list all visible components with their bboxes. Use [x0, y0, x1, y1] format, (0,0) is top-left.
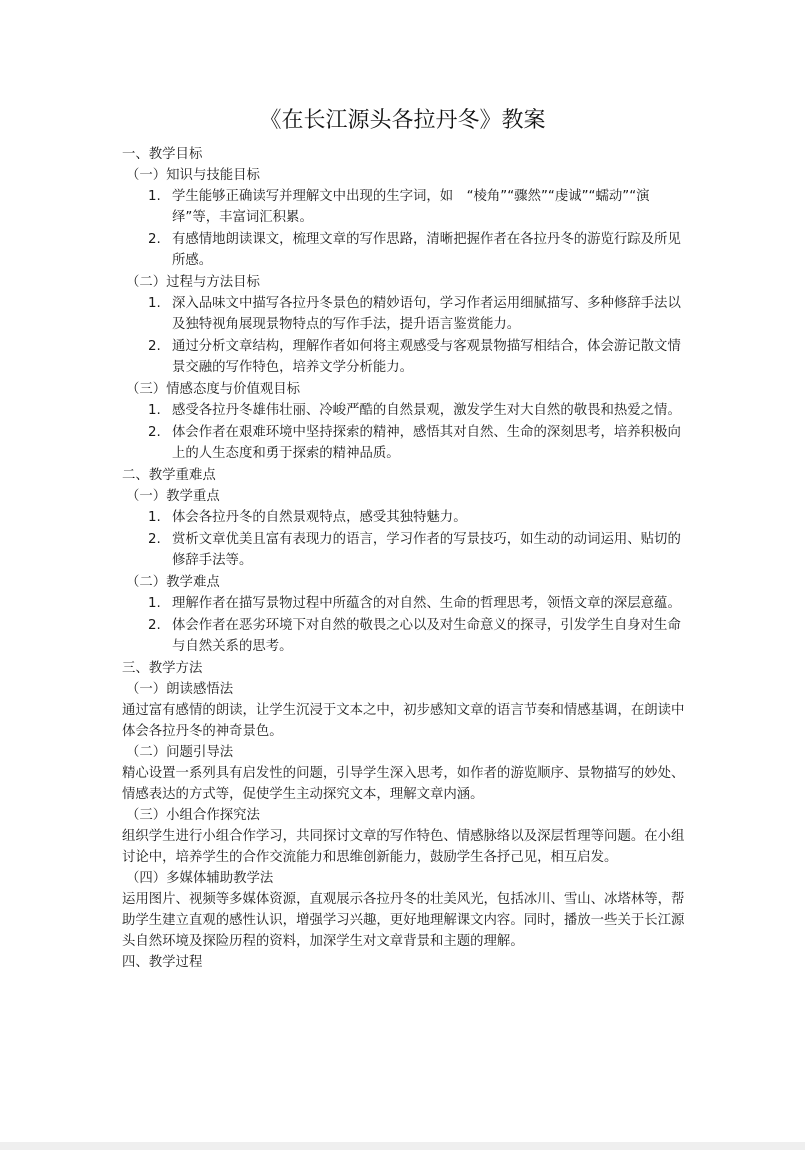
paragraph: 通过富有感情的朗读，让学生沉浸于文本之中，初步感知文章的语言节奏和情感基调，在朗读中体会各拉丹冬的神奇景色。	[122, 703, 685, 739]
paragraph: 组织学生进行小组合作学习，共同探讨文章的写作特色、情感脉络以及深层哲理等问题。在小组讨论中，培养学生的合作交流能力和思维创新能力，鼓励学生各抒己见，相互启发。	[122, 829, 685, 865]
subsection-heading: （一）朗读感悟法	[126, 682, 234, 697]
subsection-heading: （三）小组合作探究法	[126, 808, 260, 823]
document-body	[122, 144, 688, 973]
numbered-list	[122, 507, 688, 571]
subsection-heading: （二）过程与方法目标	[126, 275, 260, 290]
document-title: 《在长江源头各拉丹冬》教案	[259, 108, 546, 133]
list-item: 1. 感受各拉丹冬雄伟壮丽、冷峻严酷的自然景观，激发学生对大自然的敬畏和热爱之情。	[148, 403, 681, 418]
section-heading: 一、教学目标	[122, 147, 203, 162]
list-item: 1. 体会各拉丹冬的自然景观特点，感受其独特魅力。	[148, 510, 467, 525]
list-item: 2. 体会作者在艰难环境中坚持探索的精神，感悟其对自然、生命的深刻思考，培养积极向上的人生态度和勇于探索的精神品质。	[148, 425, 681, 461]
numbered-list	[122, 293, 688, 378]
section-heading: 四、教学过程	[122, 955, 203, 970]
numbered-list	[122, 400, 688, 464]
subsection-heading: （一）教学重点	[126, 489, 220, 504]
paragraph: 运用图片、视频等多媒体资源，直观展示各拉丹冬的壮美风光，包括冰川、雪山、冰塔林等，帮助学生建立直观的感性认识，增强学习兴趣，更好地理解课文内容。同时，播放一些关于长江源头自然环境及探险历程的资料，加深学生对文章背景和主题的理解。	[122, 892, 685, 949]
list-item: 2. 有感情地朗读课文，梳理文章的写作思路，清晰把握作者在各拉丹冬的游览行踪及所见所感。	[148, 232, 681, 268]
subsection-heading: （四）多媒体辅助教学法	[126, 871, 274, 886]
list-item: 2. 赏析文章优美且富有表现力的语言，学习作者的写景技巧，如生动的动词运用、贴切的修辞手法等。	[148, 532, 681, 568]
list-item: 2. 通过分析文章结构，理解作者如何将主观感受与客观景物描写相结合，体会游记散文情景交融的写作特色，培养文学分析能力。	[148, 339, 681, 375]
subsection-heading: （一）知识与技能目标	[126, 168, 260, 183]
list-item: 1. 学生能够正确读写并理解文中出现的生字词，如 “棱角”“骤然”“虔诚”“蠕动”“演绎”等，丰富词汇积累。	[148, 189, 650, 225]
section-heading: 三、教学方法	[122, 661, 203, 676]
numbered-list	[122, 593, 688, 657]
list-item: 1. 理解作者在描写景物过程中所蕴含的对自然、生命的哲理思考，领悟文章的深层意蕴。	[148, 596, 681, 611]
numbered-list	[122, 186, 688, 271]
list-item: 1. 深入品味文中描写各拉丹冬景色的精妙语句，学习作者运用细腻描写、多种修辞手法以及独特视角展现景物特点的写作手法，提升语言鉴赏能力。	[148, 296, 681, 332]
list-item: 2. 体会作者在恶劣环境下对自然的敬畏之心以及对生命意义的探寻，引发学生自身对生命与自然关系的思考。	[148, 618, 681, 654]
paragraph: 精心设置一系列具有启发性的问题，引导学生深入思考，如作者的游览顺序、景物描写的妙处、情感表达的方式等，促使学生主动探究文本，理解文章内涵。	[122, 766, 685, 802]
subsection-heading: （二）问题引导法	[126, 745, 234, 760]
subsection-heading: （二）教学难点	[126, 575, 220, 590]
section-heading: 二、教学重难点	[122, 468, 216, 483]
subsection-heading: （三）情感态度与价值观目标	[126, 382, 301, 397]
